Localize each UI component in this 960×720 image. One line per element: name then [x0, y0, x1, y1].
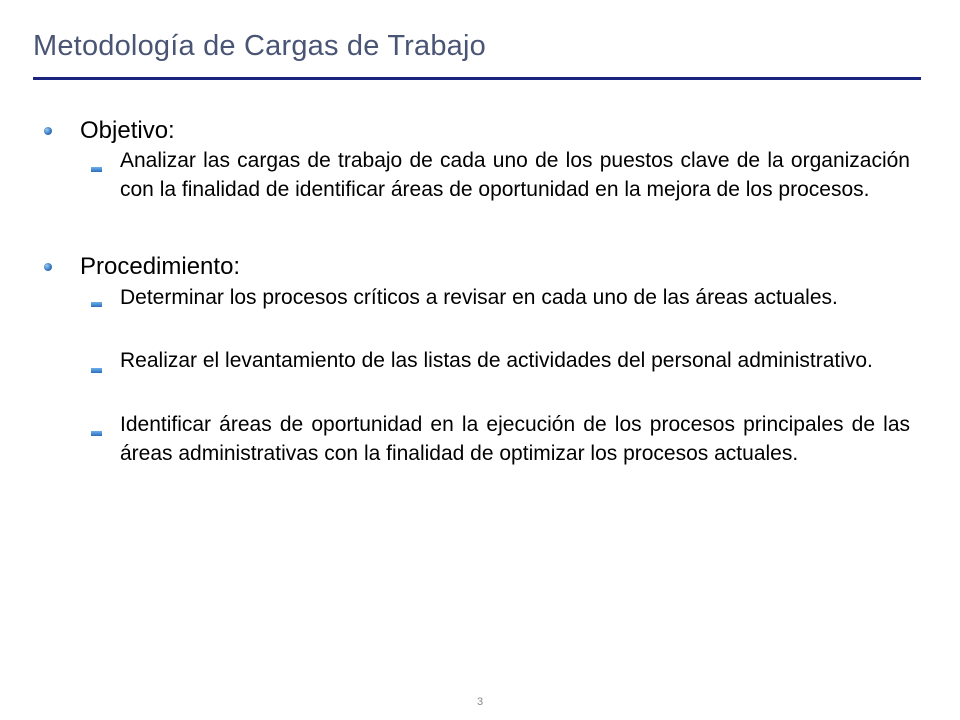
list-item: Analizar las cargas de trabajo de cada uno de los puestos clave de la organización con la finalidad de identificar áreas de oportunidad en la mejora de los procesos. [120, 149, 910, 201]
page-number: 3 [476, 696, 484, 708]
list-item: Realizar el levantamiento de las listas de actividades del personal administrativo. [120, 349, 873, 372]
list-item: Identificar áreas de oportunidad en la ejecución de los procesos principales de las áreas administrativas con la finalidad de optimizar los procesos actuales. [120, 413, 910, 465]
bullet-dot-icon [44, 127, 52, 135]
bullet-dash-icon [91, 167, 102, 172]
bullet-dash-icon [91, 431, 102, 436]
bullet-dash-icon [91, 368, 102, 373]
list-item: Determinar los procesos críticos a revisar en cada uno de las áreas actuales. [120, 286, 838, 309]
bullet-dot-icon [44, 263, 52, 271]
slide-title: Metodología de Cargas de Trabajo [33, 30, 486, 62]
bullet-dash-icon [91, 302, 102, 307]
section-heading-procedimiento: Procedimiento: [80, 253, 241, 280]
section-heading-objetivo: Objetivo: [80, 117, 175, 144]
